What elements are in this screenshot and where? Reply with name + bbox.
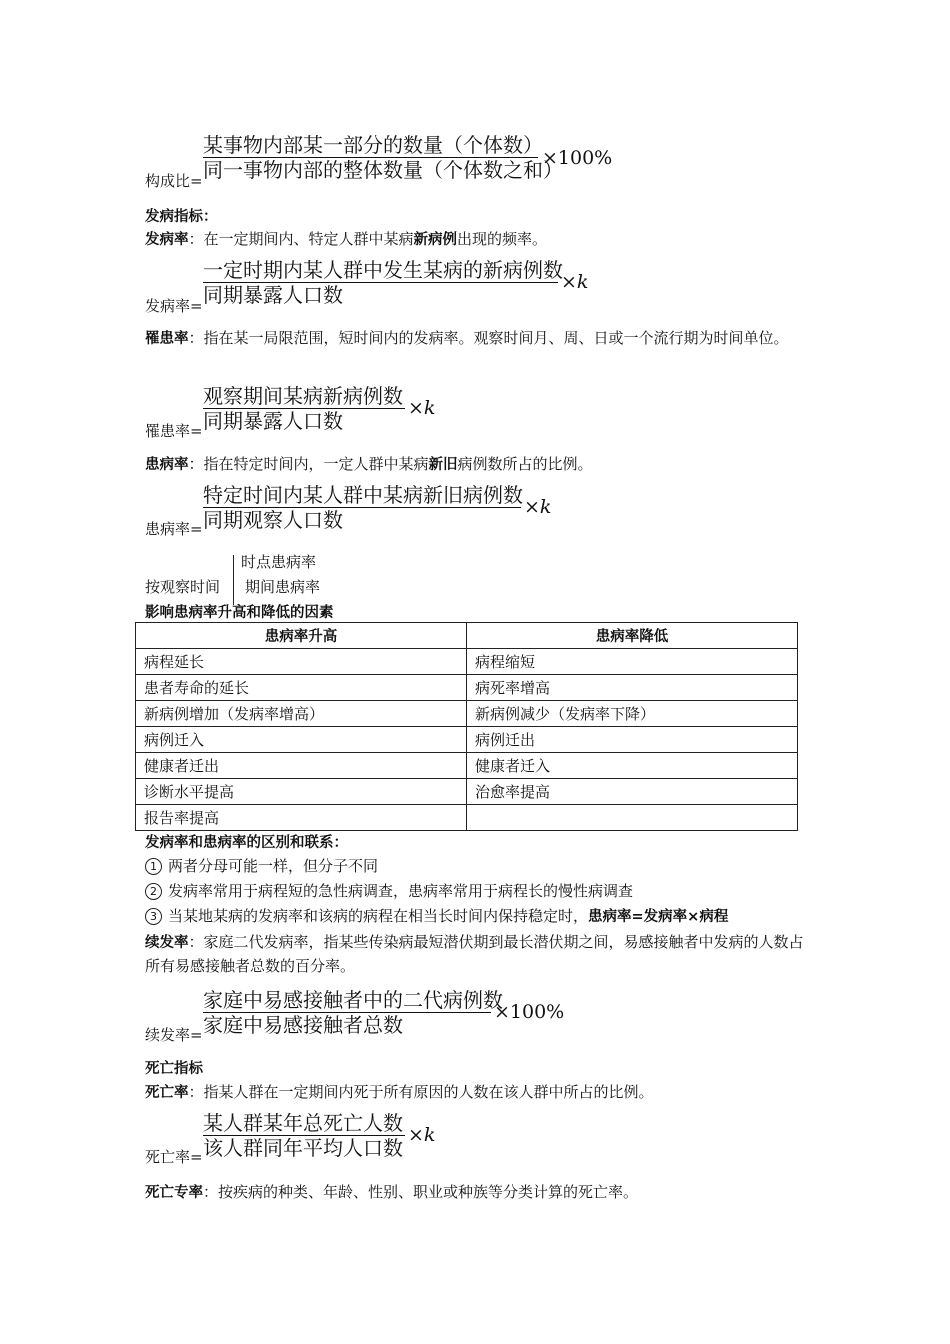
specific-mortality-term: 死亡专率 — [145, 1185, 203, 1201]
mortality-def-text: ：指某人群在一定期间内死于所有原因的人数在该人群中所占的比例。 — [188, 1083, 654, 1101]
mortality-multiplier: ×k — [408, 1124, 436, 1146]
secondary-multiplier: ×100% — [494, 1001, 565, 1023]
table-cell: 病程缩短 — [467, 649, 798, 675]
secondary-label: 续发率= — [145, 1026, 203, 1044]
incidence-definition — [145, 228, 547, 251]
attack-definition — [145, 327, 805, 351]
incidence-term: 发病率 — [145, 232, 189, 248]
table-row — [136, 779, 798, 805]
observation-option-period: 期间患病率 — [245, 578, 321, 596]
table-cell — [467, 805, 798, 831]
attack-fraction — [203, 384, 405, 433]
table-row — [136, 649, 798, 675]
factors-table — [135, 622, 798, 831]
relation-title: 发病率和患病率的区别和联系： — [145, 835, 348, 851]
prevalence-def-pre: ：指在特定时间内，一定人群中某病 — [188, 455, 429, 473]
relation-item-text: 两者分母可能一样，但分子不同 — [168, 857, 379, 875]
attack-label: 罹患率= — [145, 422, 203, 440]
table-cell: 新病例增加（发病率增高） — [136, 701, 467, 727]
observation-option-point: 时点患病率 — [241, 553, 317, 571]
table-row — [136, 727, 798, 753]
relation-item-text: 发病率常用于病程短的急性病调查，患病率常用于病程长的慢性病调查 — [168, 882, 634, 900]
circled-number: 1 — [145, 858, 162, 875]
incidence-def-post: 出现的频率。 — [457, 230, 548, 248]
incidence-def-pre: ：在一定期间内、特定人群中某病 — [188, 230, 414, 248]
attack-multiplier: ×k — [408, 397, 436, 419]
observation-label: 按观察时间 — [145, 578, 221, 596]
mortality-numerator: 某人群某年总死亡人数 — [203, 1111, 403, 1135]
incidence-numerator: 一定时期内某人群中发生某病的新病例数 — [203, 258, 563, 282]
secondary-denominator: 家庭中易感接触者总数 — [203, 1013, 403, 1037]
attack-def-text: ：指在某一局限范围，短时间内的发病率。观察时间月、周、日或一个流行期为时间单位。 — [188, 329, 789, 347]
table-cell: 新病例减少（发病率下降） — [467, 701, 798, 727]
mortality-fraction — [203, 1111, 405, 1160]
incidence-def-bold: 新病例 — [413, 232, 458, 248]
header-increase: 患病率升高 — [136, 623, 467, 649]
prevalence-def-post: 病例数所占的比例。 — [457, 455, 593, 473]
circled-number: 3 — [145, 908, 162, 925]
table-cell: 健康者迁入 — [467, 753, 798, 779]
incidence-label: 发病率= — [145, 297, 203, 315]
prevalence-denominator: 同期观察人口数 — [203, 508, 343, 532]
composition-numerator: 某事物内部某一部分的数量（个体数） — [203, 133, 543, 157]
prevalence-fraction — [203, 483, 521, 532]
prevalence-def-bold: 新旧 — [428, 457, 458, 473]
incidence-denominator: 同期暴露人口数 — [203, 283, 343, 307]
incidence-multiplier: ×k — [561, 271, 589, 293]
attack-denominator: 同期暴露人口数 — [203, 409, 343, 433]
table-cell: 治愈率提高 — [467, 779, 798, 805]
table-cell: 病死率增高 — [467, 675, 798, 701]
specific-mortality-def-text: ：按疾病的种类、年龄、性别、职业或种族等分类计算的死亡率。 — [203, 1183, 639, 1201]
relation-item-3 — [145, 905, 728, 928]
factors-title: 影响患病率升高和降低的因素 — [145, 605, 334, 621]
header-decrease: 患病率降低 — [467, 623, 798, 649]
table-cell: 病例迁出 — [467, 727, 798, 753]
prevalence-multiplier: ×k — [524, 496, 552, 518]
table-row — [136, 805, 798, 831]
relation-item-bold: 患病率=发病率×病程 — [588, 909, 729, 925]
secondary-term: 续发率 — [145, 935, 189, 951]
table-row — [136, 701, 798, 727]
table-cell: 患者寿命的延长 — [136, 675, 467, 701]
relation-item-2 — [145, 880, 633, 902]
table-cell: 病程延长 — [136, 649, 467, 675]
mortality-label: 死亡率= — [145, 1148, 203, 1166]
specific-mortality-definition — [145, 1181, 638, 1204]
circled-number: 2 — [145, 883, 162, 900]
mortality-heading: 死亡指标 — [145, 1061, 203, 1077]
table-row — [136, 753, 798, 779]
prevalence-label: 患病率= — [145, 520, 203, 538]
secondary-definition — [145, 931, 805, 978]
mortality-denominator: 该人群同年平均人口数 — [203, 1136, 403, 1160]
mortality-term: 死亡率 — [145, 1085, 189, 1101]
prevalence-term: 患病率 — [145, 457, 189, 473]
relation-item-text: 当某地某病的发病率和该病的病程在相当长时间内保持稳定时， — [168, 907, 589, 925]
composition-fraction — [203, 133, 563, 182]
composition-multiplier: ×100% — [542, 147, 613, 169]
relation-item-1 — [145, 855, 378, 877]
attack-numerator: 观察期间某病新病例数 — [203, 384, 403, 408]
incidence-heading: 发病指标： — [145, 209, 218, 225]
secondary-fraction — [203, 988, 503, 1037]
table-row — [136, 675, 798, 701]
table-cell: 病例迁入 — [136, 727, 467, 753]
composition-denominator: 同一事物内部的整体数量（个体数之和） — [203, 158, 563, 182]
secondary-def-text: ：家庭二代发病率，指某些传染病最短潜伏期到最长潜伏期之间，易感接触者中发病的人数占所有易感接触者总数的百分率。 — [145, 933, 804, 975]
table-cell: 健康者迁出 — [136, 753, 467, 779]
secondary-numerator: 家庭中易感接触者中的二代病例数 — [203, 988, 503, 1012]
observation-brace — [233, 555, 240, 605]
mortality-definition — [145, 1081, 654, 1104]
table-cell: 诊断水平提高 — [136, 779, 467, 805]
prevalence-numerator: 特定时间内某人群中某病新旧病例数 — [203, 483, 523, 507]
table-cell: 报告率提高 — [136, 805, 467, 831]
attack-term: 罹患率 — [145, 331, 189, 347]
incidence-fraction — [203, 258, 563, 307]
composition-label: 构成比= — [145, 172, 203, 190]
table-header-row — [136, 623, 798, 649]
prevalence-definition — [145, 453, 593, 476]
